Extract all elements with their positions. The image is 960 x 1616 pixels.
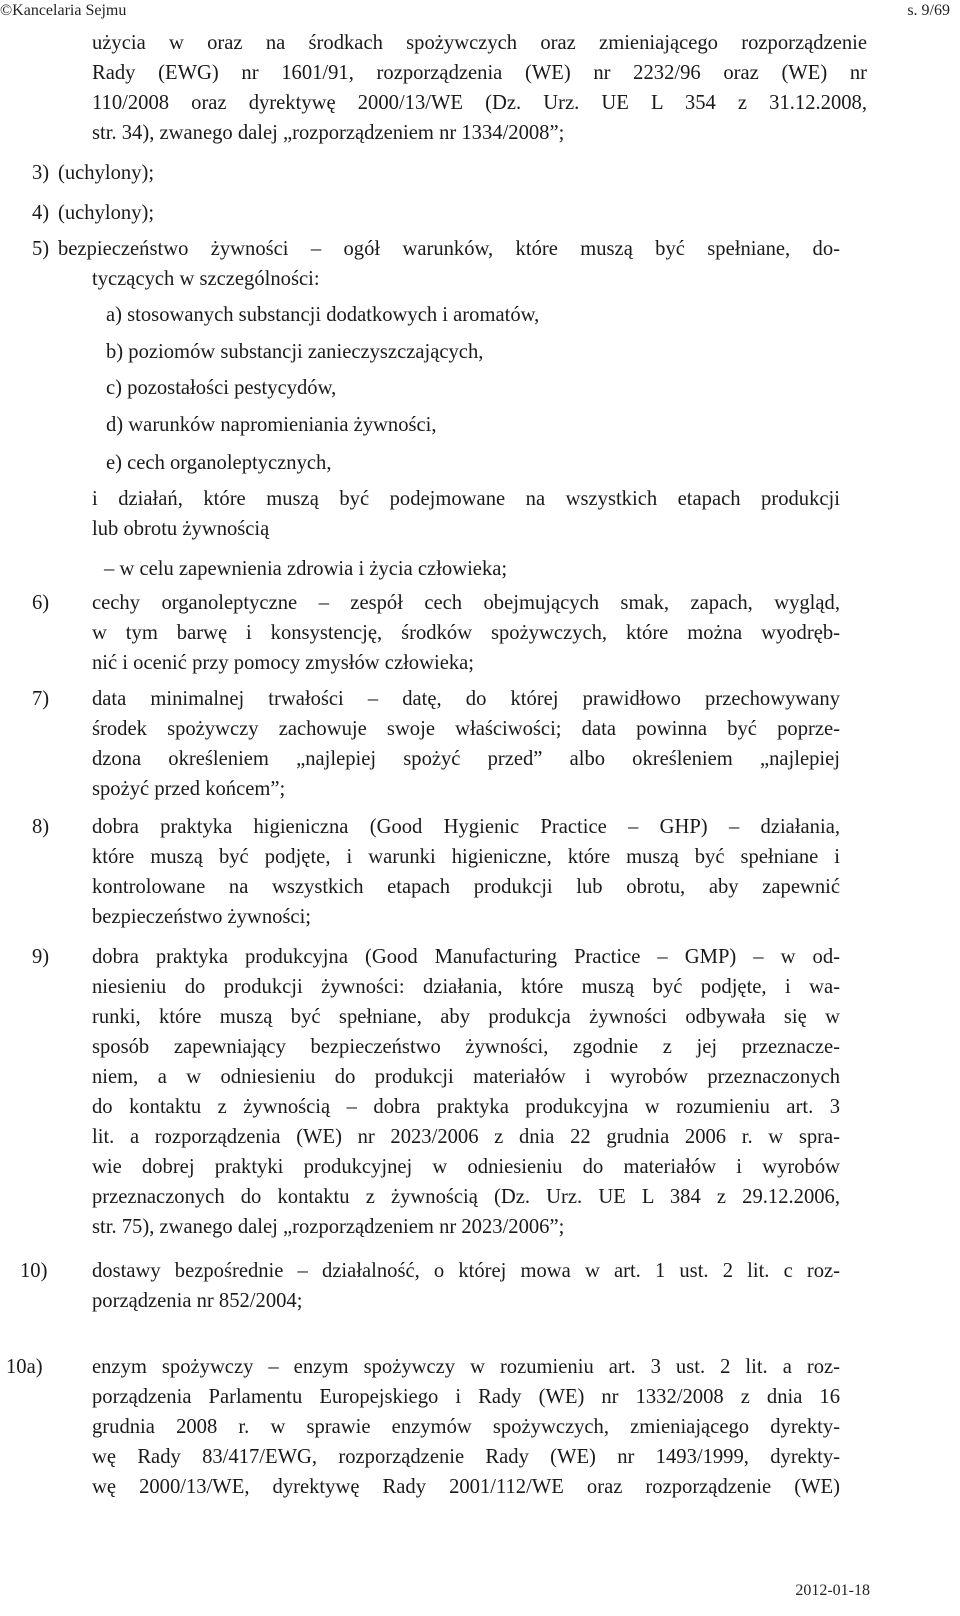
text-line: bezpieczeństwo żywności; [92, 906, 312, 928]
item-text-line: tyczących w szczególności: [92, 268, 320, 290]
text-line: sposób zapewniający bezpieczeństwo żywności, zgodnie z jej przeznacze- [92, 1036, 840, 1058]
text-line: cechy organoleptyczne – zespół cech obejmujących smak, zapach, wygląd, [92, 592, 840, 614]
text-line: nić i ocenić przy pomocy zmysłów człowieka; [92, 652, 474, 674]
item-text-line: bezpieczeństwo żywności – ogół warunków, które muszą być spełniane, do- [58, 238, 840, 260]
text-line: niem, a w odniesieniu do produkcji materiałów i wyrobów przeznaczonych [92, 1066, 840, 1088]
text-line: lub obrotu żywnością [92, 518, 270, 540]
text-line: niesieniu do produkcji żywności: działania, które muszą być podjęte, i wa- [92, 976, 840, 998]
text-line: które muszą być podjęte, i warunki higieniczne, które muszą być spełniane i [92, 846, 840, 868]
page-header-source: ©Kancelaria Sejmu [0, 2, 127, 19]
subitem-b: b) poziomów substancji zanieczyszczających, [106, 341, 484, 363]
text-line: użycia w oraz na środkach spożywczych oraz zmieniającego rozporządzenie [92, 32, 867, 54]
text-line: grudnia 2008 r. w sprawie enzymów spożywczych, zmieniającego dyrekty- [92, 1416, 840, 1438]
text-line: do kontaktu z żywnością – dobra praktyka produkcyjna w rozumieniu art. 3 [92, 1096, 840, 1118]
text-line: środek spożywczy zachowuje swoje właściwości; data powinna być poprze- [92, 718, 840, 740]
text-line: przeznaczonych do kontaktu z żywnością (Dz. Urz. UE L 384 z 29.12.2006, [92, 1186, 840, 1208]
text-line: spożyć przed końcem”; [92, 778, 286, 800]
item-number: 10a) [6, 1356, 43, 1378]
item-number: 6) [32, 592, 50, 614]
item-number: 8) [32, 816, 50, 838]
text-line: str. 34), zwanego dalej „rozporządzeniem nr 1334/2008”; [92, 122, 565, 144]
text-line: porządzenia nr 852/2004; [92, 1290, 303, 1312]
text-line: w tym barwę i konsystencję, środków spożywczych, które można wyodręb- [92, 622, 840, 644]
text-line: 110/2008 oraz dyrektywę 2000/13/WE (Dz. Urz. UE L 354 z 31.12.2008, [92, 92, 867, 114]
item-number: 5) [32, 238, 50, 260]
text-line: wie dobrej praktyki produkcyjnej w odniesieniu do materiałów i wyrobów [92, 1156, 840, 1178]
item-number: 9) [32, 946, 50, 968]
text-line: lit. a rozporządzenia (WE) nr 2023/2006 z dnia 22 grudnia 2006 r. w spra- [92, 1126, 840, 1148]
text-line: enzym spożywczy – enzym spożywczy w rozumieniu art. 3 ust. 2 lit. a roz- [92, 1356, 840, 1378]
item-text: (uchylony); [58, 162, 155, 184]
subitem-a: a) stosowanych substancji dodatkowych i aromatów, [106, 304, 540, 326]
subitem-c: c) pozostałości pestycydów, [106, 377, 337, 399]
footer-date: 2012-01-18 [795, 1582, 870, 1599]
text-line: wę 2000/13/WE, dyrektywę Rady 2001/112/WE oraz rozporządzenie (WE) [92, 1476, 840, 1498]
item-text: (uchylony); [58, 202, 155, 224]
item-number: 7) [32, 688, 50, 710]
text-line: dostawy bezpośrednie – działalność, o której mowa w art. 1 ust. 2 lit. c roz- [92, 1260, 840, 1282]
text-line: data minimalnej trwałości – datę, do której prawidłowo przechowywany [92, 688, 840, 710]
text-line: dobra praktyka produkcyjna (Good Manufacturing Practice – GMP) – w od- [92, 946, 840, 968]
text-line: porządzenia Parlamentu Europejskiego i Rady (WE) nr 1332/2008 z dnia 16 [92, 1386, 840, 1408]
text-line: str. 75), zwanego dalej „rozporządzeniem nr 2023/2006”; [92, 1216, 565, 1238]
item-number: 10) [20, 1260, 48, 1282]
text-line: dzona określeniem „najlepiej spożyć przed” albo określeniem „najlepiej [92, 748, 840, 770]
text-line: wę Rady 83/417/EWG, rozporządzenie Rady (WE) nr 1493/1999, dyrekty- [92, 1446, 840, 1468]
subitem-e: e) cech organoleptycznych, [106, 452, 332, 474]
item-number: 4) [32, 202, 50, 224]
text-line: runki, które muszą być spełniane, aby produkcja żywności odbywała się w [92, 1006, 840, 1028]
continuation-paragraph [92, 28, 867, 148]
item-5-tail [92, 484, 840, 544]
text-line: dobra praktyka higieniczna (Good Hygienic Practice – GHP) – działania, [92, 816, 840, 838]
item-5-closing: – w celu zapewnienia zdrowia i życia człowieka; [104, 558, 508, 580]
text-line: Rady (EWG) nr 1601/91, rozporządzenia (WE) nr 2232/96 oraz (WE) nr [92, 62, 867, 84]
text-line: kontrolowane na wszystkich etapach produkcji lub obrotu, aby zapewnić [92, 876, 840, 898]
page-number: s. 9/69 [907, 2, 950, 19]
subitem-d: d) warunków napromieniania żywności, [106, 414, 437, 436]
item-number: 3) [32, 162, 50, 184]
text-line: i działań, które muszą być podejmowane na wszystkich etapach produkcji [92, 488, 840, 510]
